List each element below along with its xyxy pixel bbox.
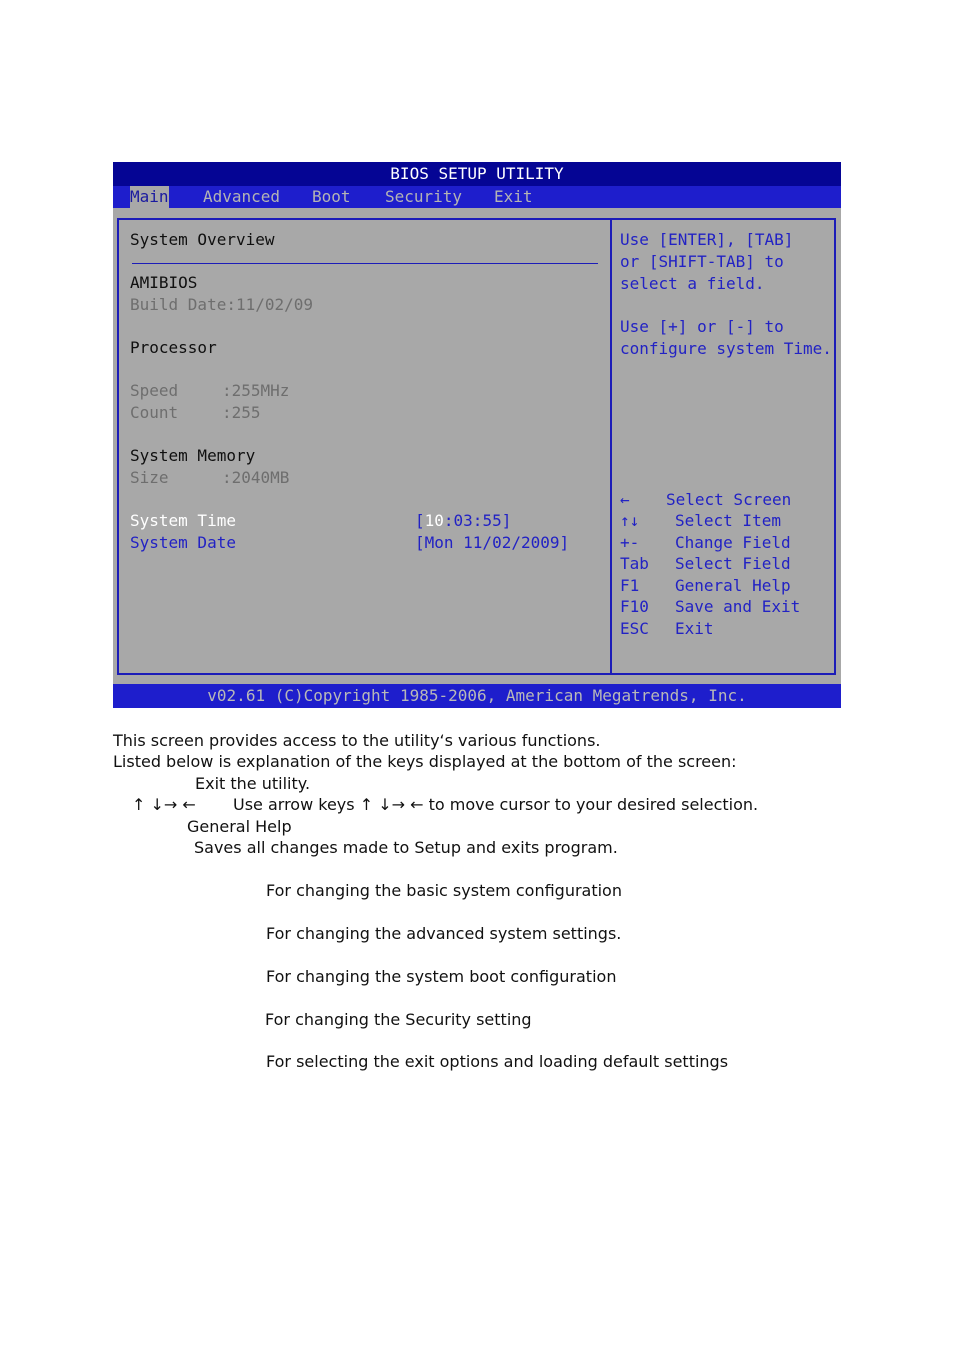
key-desc: Select Item (675, 511, 781, 530)
tab-exit[interactable]: Exit (494, 187, 533, 206)
help-line: Use [ENTER], [TAB] (620, 230, 794, 249)
bios-title: BIOS SETUP UTILITY (113, 162, 841, 186)
key-desc: Exit (675, 619, 714, 638)
system-overview-heading: System Overview (130, 230, 275, 249)
time-hour-cursor[interactable]: 10 (424, 511, 444, 530)
key-desc: Save and Exit (675, 597, 801, 616)
arrow-keys-icon: ↑ ↓→ ← (132, 795, 196, 814)
system-date-field[interactable]: [Mon 11/02/2009] (415, 533, 570, 552)
security-menu-desc: For changing the Security setting (265, 1010, 532, 1029)
amibios-label: AMIBIOS (130, 273, 198, 292)
tab-security[interactable]: Security (385, 187, 463, 206)
exit-key-desc: Exit the utility. (195, 774, 311, 793)
help-line: select a field. (620, 274, 765, 293)
count-value: :255 (222, 403, 261, 422)
menu-bar (113, 186, 841, 208)
build-date: Build Date:11/02/09 (130, 295, 314, 314)
key-up-down-arrows-icon: ↑↓ (620, 511, 640, 530)
system-time-label[interactable]: System Time (130, 511, 236, 530)
key-plus-minus: +- (620, 533, 640, 552)
exit-menu-desc: For selecting the exit options and loading default settings (266, 1052, 729, 1071)
time-bracket: [ (415, 511, 425, 530)
key-desc: General Help (675, 576, 791, 595)
key-tab: Tab (620, 554, 649, 573)
help-line: or [SHIFT-TAB] to (620, 252, 784, 271)
boot-menu-desc: For changing the system boot configuration (266, 967, 617, 986)
main-menu-desc: For changing the basic system configuration (266, 881, 622, 900)
key-desc: Select Screen (666, 490, 792, 509)
help-line: Use [+] or [-] to (620, 317, 784, 336)
time-rest: :03:55] (443, 511, 512, 530)
key-desc: Change Field (675, 533, 791, 552)
system-time-field[interactable] (415, 511, 511, 531)
intro-text: This screen provides access to the utility‘s various functions. (113, 731, 601, 750)
speed-label: Speed (130, 381, 179, 400)
key-f10: F10 (620, 597, 649, 616)
arrow-keys-desc: Use arrow keys ↑ ↓→ ← to move cursor to your desired selection. (233, 795, 759, 814)
help-line: configure system Time. (620, 339, 832, 358)
size-label: Size (130, 468, 169, 487)
tab-advanced[interactable]: Advanced (203, 187, 281, 206)
key-desc: Select Field (675, 554, 791, 573)
tab-boot[interactable]: Boot (312, 187, 351, 206)
general-help-desc: General Help (187, 817, 292, 836)
key-esc: ESC (620, 619, 649, 638)
processor-label: Processor (130, 338, 217, 357)
system-date-label[interactable]: System Date (130, 533, 236, 552)
main-settings-pane (117, 218, 612, 675)
key-left-arrow-icon: ← (620, 490, 630, 509)
intro-text: Listed below is explanation of the keys displayed at the bottom of the screen: (113, 752, 737, 771)
copyright-bar: v02.61 (C)Copyright 1985-2006, American Megatrends, Inc. (113, 684, 841, 708)
key-f1: F1 (620, 576, 640, 595)
tab-main[interactable]: Main (130, 187, 169, 206)
bios-setup-screen (113, 162, 841, 708)
count-label: Count (130, 403, 179, 422)
overview-divider (132, 263, 598, 264)
save-exit-desc: Saves all changes made to Setup and exits program. (194, 838, 618, 857)
size-value: :2040MB (222, 468, 290, 487)
help-pane (608, 218, 836, 675)
advanced-menu-desc: For changing the advanced system settings. (266, 924, 622, 943)
system-memory-label: System Memory (130, 446, 256, 465)
speed-value: :255MHz (222, 381, 290, 400)
